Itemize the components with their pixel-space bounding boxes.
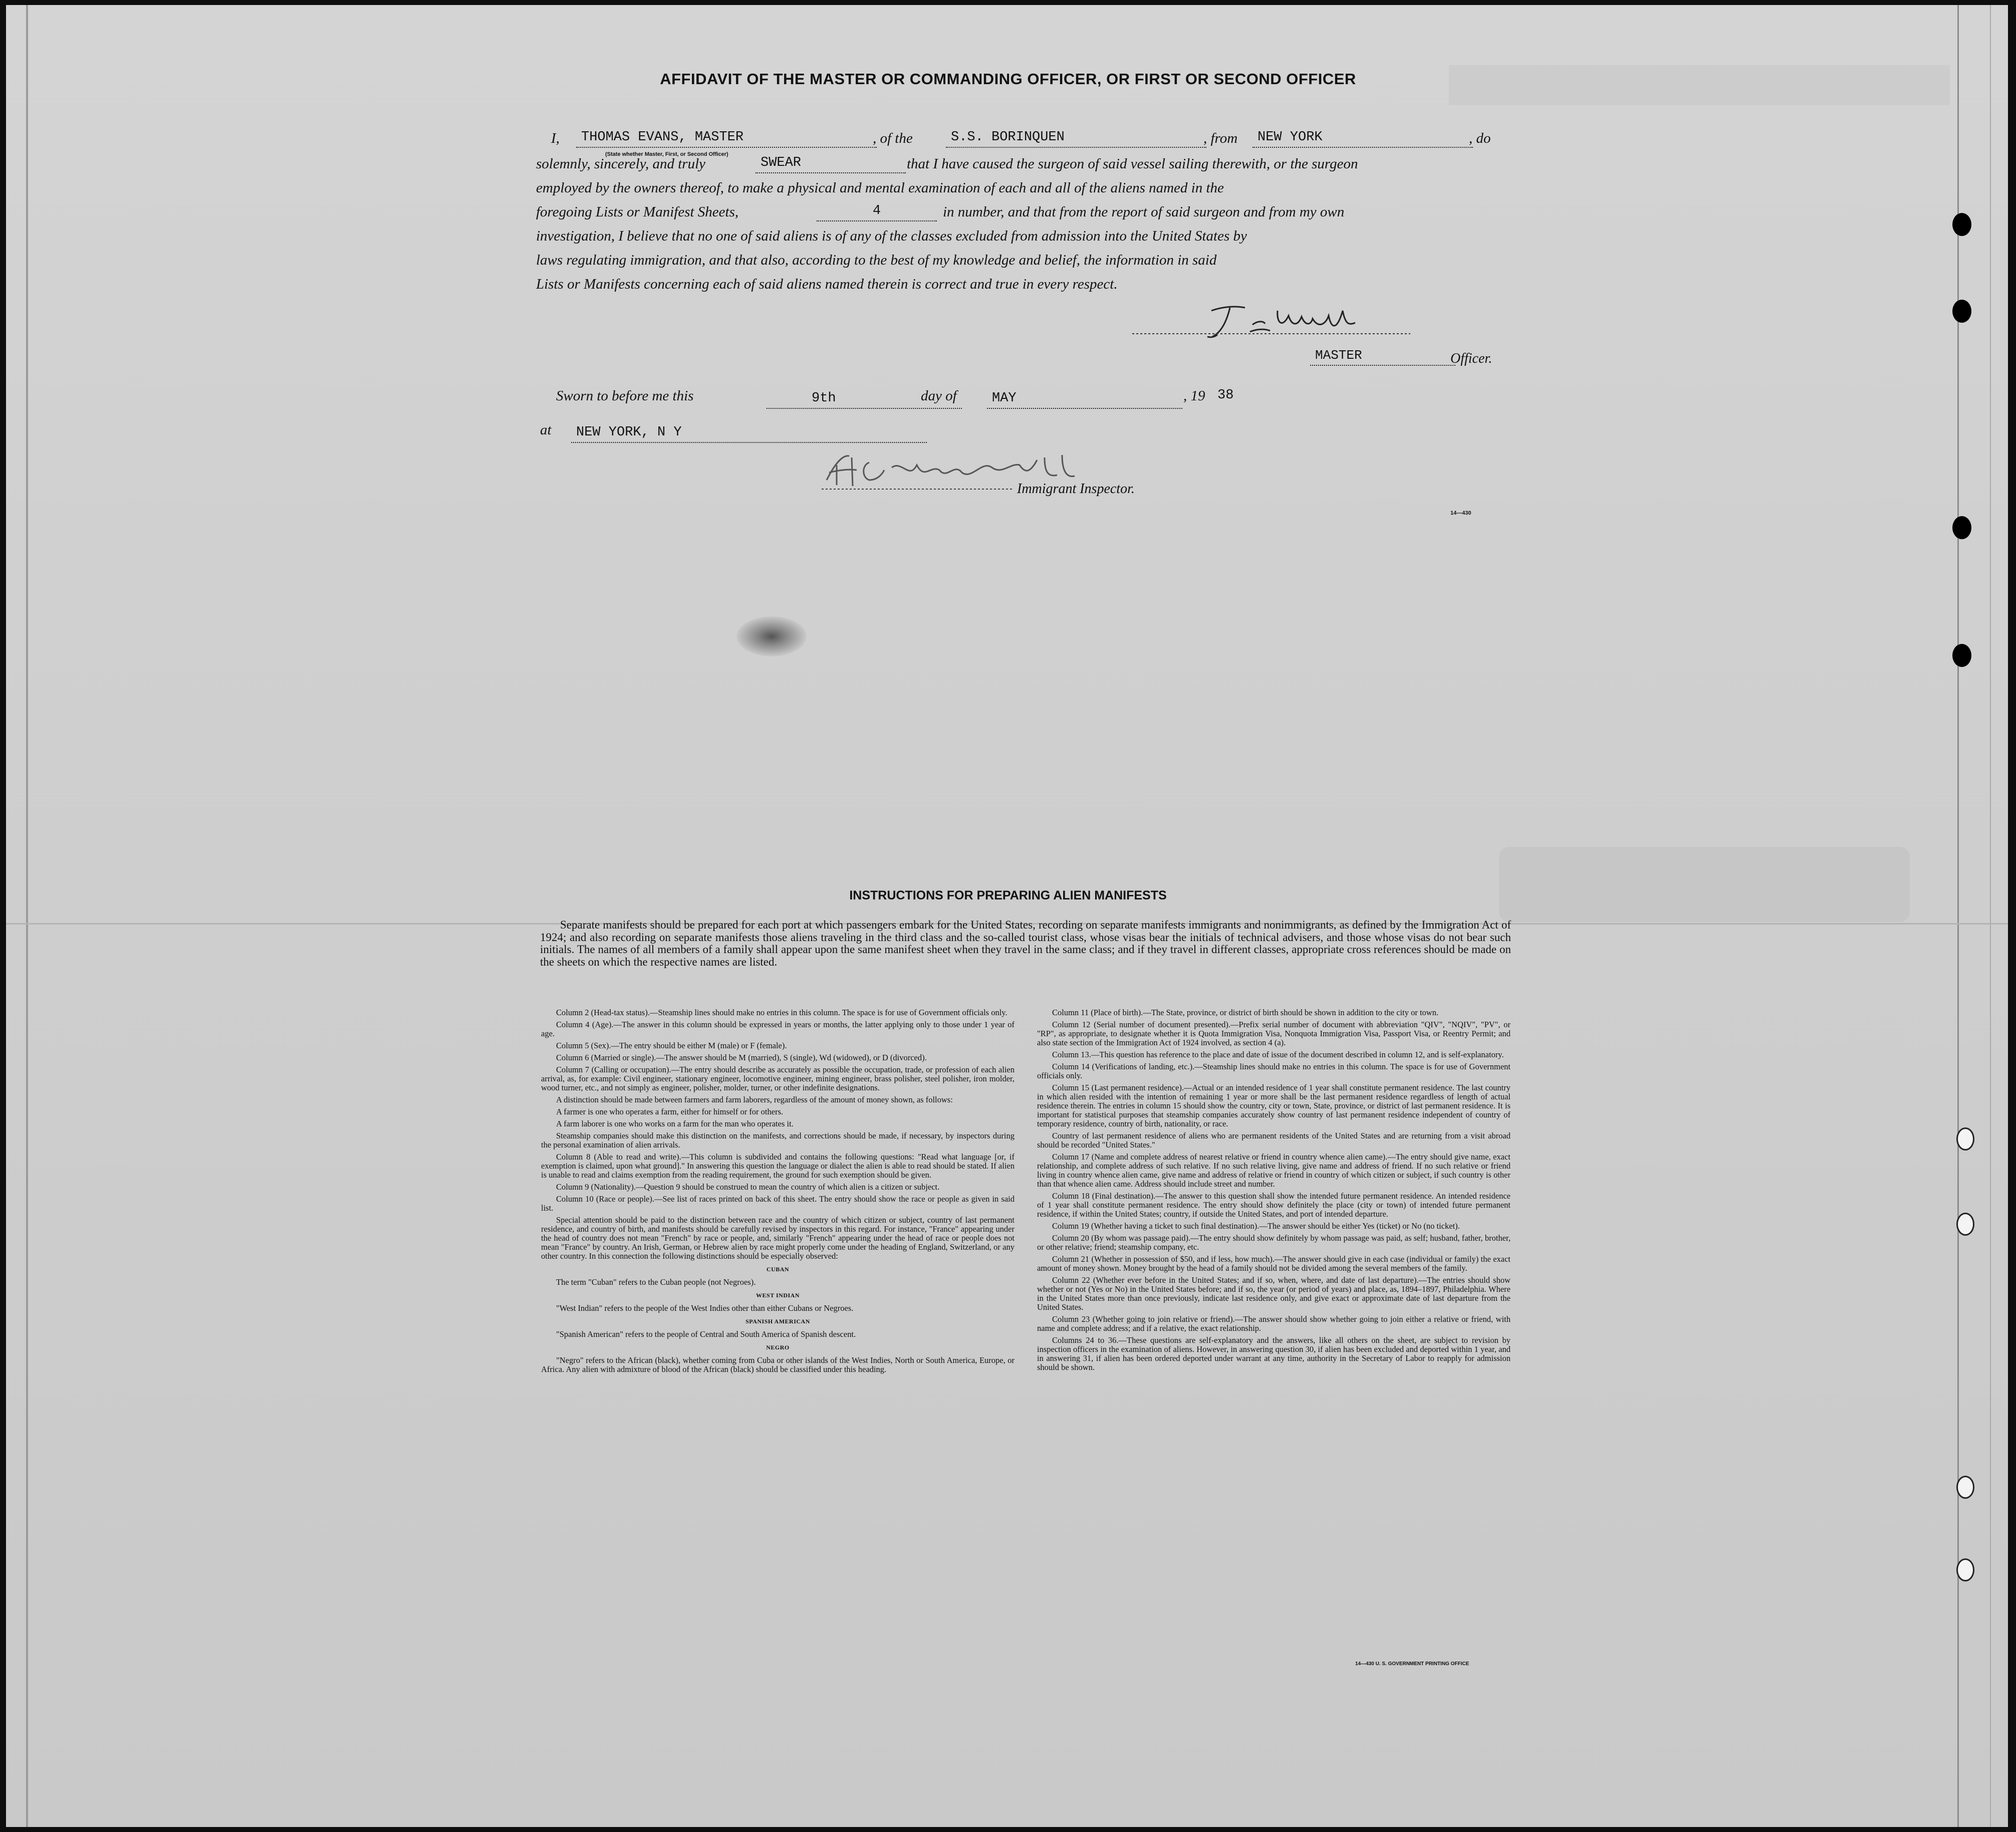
officer-label: Officer. — [1450, 351, 1492, 366]
instruction-col10: Column 10 (Race or people).—See list of races printed on back of this sheet. The entry should show the race or people as given in said list. — [541, 1194, 1015, 1213]
affidavit-line-2 — [536, 152, 1493, 175]
affidavit-line-7: Lists or Manifests concerning each of said aliens named therein is correct and true in every respect. — [536, 276, 1118, 292]
sworn-month-field: MAY — [987, 390, 1182, 409]
officer-name-field: THOMAS EVANS, MASTER — [576, 129, 877, 148]
instruction-col15: Column 15 (Last permanent residence).—Actual or an intended residence of 1 year shall constitute permanent residence. The last country in which alien resided with the intention of remaining 1 year or more shall be the last permanent residence regardless of length of actual residence therein. The entries in column 15 should show the country, city or town, State, province, or district of last permanent residence. It is important for statistical purposes that steamship companies accurately show country of last permanent residence independent of country of temporary residence, country of birth, nationality, or race. — [1037, 1083, 1510, 1128]
instruction-spanish-american: "Spanish American" refers to the people of Central and South America of Spanish descent. — [556, 1329, 856, 1339]
punch-hole — [1956, 1127, 1974, 1151]
line4-suffix: in number, and that from the report of said surgeon and from my own — [943, 204, 1345, 220]
instruction-laborer: A farm laborer is one who works on a farm for the man who operates it. — [556, 1119, 794, 1128]
inspector-label: Immigrant Inspector. — [1017, 481, 1135, 497]
instruction-negro: "Negro" refers to the African (black), whether coming from Cuba or other islands of the West Indies, North or South America, Europe, or Africa. Any alien with admixture of blood of the African (black) should be classified under this heading. — [541, 1355, 1015, 1374]
instruction-west-indian: "West Indian" refers to the people of the West Indies other than either Cubans or Negroes. — [556, 1303, 854, 1313]
margin-line-edge — [1990, 5, 1991, 1827]
affidavit-line-3: employed by the owners thereof, to make a physical and mental examination of each and all of the aliens named in the — [536, 180, 1224, 196]
punch-hole — [1956, 1558, 1974, 1581]
officer-rank-note: (State whether Master, First, or Second Officer) — [605, 151, 728, 157]
affidavit-prefix: I, — [551, 130, 560, 146]
instruction-col12: Column 12 (Serial number of document presented).—Prefix serial number of document with abbreviation "QIV", "NQIV", "PV", or "RP", as appropriate, to designate whether it is Quota Immigration Visa, Nonquota Immigration Visa, Passport Visa, or Reentry Permit; and also state section of the Immigration Act of 1924 involved, as section 4 (a). — [1037, 1020, 1510, 1047]
printing-office-code: 14—430 U. S. GOVERNMENT PRINTING OFFICE — [1355, 1661, 1469, 1667]
instruction-col13: Column 13.—This question has reference to the place and date of issue of the document described in column 12, and is self-explanatory. — [1052, 1050, 1504, 1059]
instruction-col5: Column 5 (Sex).—The entry should be either M (male) or F (female). — [556, 1041, 787, 1050]
oath-field: SWEAR — [755, 154, 906, 173]
instructions-right-column — [1037, 1008, 1510, 1675]
instruction-col20: Column 20 (By whom was passage paid).—The entry should show definitely by whom passage was paid, as self; husband, father, brother, or other relative; friend; steamship company, etc. — [1037, 1233, 1510, 1252]
instruction-col11: Column 11 (Place of birth).—The State, province, or district of birth should be shown in addition to the city or town. — [1052, 1008, 1439, 1017]
day-of-label: day of — [921, 388, 957, 404]
instruction-col18: Column 18 (Final destination).—The answer to this question shall show the intended future permanent residence. An intended residence of 1 year shall constitute permanent residence. The entry should show definitely the place (city or town) of intended future permanent residence, if within the United States; country, if outside the United States, and port of intended departure. — [1037, 1191, 1510, 1219]
affidavit-line-6: laws regulating immigration, and that also, according to the best of my knowledge and belief, the information in said — [536, 252, 1217, 268]
of-the-label: , of the — [873, 130, 913, 146]
punch-hole — [1952, 213, 1971, 236]
instruction-col21: Column 21 (Whether in possession of $50, and if less, how much).—The answer should give in each case (individual or family) the exact amount of money shown. Money brought by the head of a family should not be divided among the several members of the family. — [1037, 1254, 1510, 1273]
margin-line-left — [26, 5, 28, 1827]
sheet-count-field: 4 — [817, 202, 937, 221]
do-label: , do — [1469, 130, 1491, 146]
instruction-col24-36: Columns 24 to 36.—These questions are self-explanatory and the answers, like all others on the sheet, are subject to revision by inspection officers in the examination of aliens. However, in answering question 30, if alien has been excluded and deported within 1 year, and in answering 31, if alien has been ordered deported under warrant at any time, authority in the Secretary of Labor to reapply for admission should be shown. — [1037, 1335, 1510, 1372]
instruction-col23: Column 23 (Whether going to join relative or friend).—The answer should show whether going to join either a relative or friend, with name and complete address; and if a relative, the exact relationship. — [1037, 1314, 1510, 1333]
sworn-place-field: NEW YORK, N Y — [571, 424, 927, 443]
line2-suffix: that I have caused the surgeon of said vessel sailing therewith, or the surgeon — [907, 156, 1358, 172]
year-suffix: 38 — [1217, 388, 1234, 403]
instruction-col15b: Country of last permanent residence of aliens who are permanent residents of the United States and are returning from a visit abroad should be recorded "United States." — [1037, 1131, 1510, 1150]
instruction-col14: Column 14 (Verifications of landing, etc.).—Steamship lines should make no entries in this column. The space is for use of Government officials only. — [1037, 1062, 1510, 1080]
instruction-col7: Column 7 (Calling or occupation).—The entry should describe as accurately as possible the occupation, trade, or profession of each alien arrival, as, for example: Civil engineer, stationary engineer, locomotive engineer, mining engineer, brass polisher, steel polisher, iron molder, wood turner, etc., and not simply as engineer, polisher, molder, turner, or other indefinite designations. — [541, 1065, 1015, 1092]
affidavit-line-4 — [536, 200, 1493, 223]
instruction-col6: Column 6 (Married or single).—The answer should be M (married), S (single), Wd (widowed), or D (divorced). — [556, 1053, 927, 1062]
instruction-steamship: Steamship companies should make this distinction on the manifests, and corrections should be made, if necessary, by inspectors during the personal examination of alien arrivals. — [541, 1131, 1015, 1150]
margin-line-right — [1957, 5, 1959, 1827]
instruction-col2: Column 2 (Head-tax status).—Steamship lines should make no entries in this column. The space is for use of Government officials only. — [556, 1008, 1007, 1017]
instructions-left-column — [541, 1008, 1015, 1675]
line2-prefix: solemnly, sincerely, and truly — [536, 156, 706, 172]
heading-cuban: CUBAN — [766, 1266, 790, 1273]
year-prefix: , 19 — [1183, 388, 1205, 404]
port-field: NEW YORK — [1252, 129, 1473, 148]
instruction-col4: Column 4 (Age).—The answer in this column should be expressed in years or months, the latter applying only to those under 1 year of age. — [541, 1020, 1015, 1038]
vessel-field: S.S. BORINQUEN — [946, 129, 1206, 148]
heading-west-indian: WEST INDIAN — [756, 1292, 800, 1299]
instructions-intro: Separate manifests should be prepared for each port at which passengers embark for the United States, recording on separate manifests immigrants and nonimmigrants, as defined by the Immigration Act of 1924; and also recording on separate manifests those aliens traveling in the third class and the so-called tourist class, whose visas bear the initials of technical advisers, and those whose visas do not bear such initials. The names of all members of a family shall appear upon the same manifest sheet when they travel in the same class; and if they travel in different classes, appropriate cross references should be made on the sheets on which the respective names are listed. — [540, 919, 1511, 968]
instruction-farmer: A farmer is one who operates a farm, either for himself or for others. — [556, 1107, 784, 1116]
punch-hole — [1952, 300, 1971, 323]
punch-hole — [1952, 644, 1971, 667]
instruction-col9: Column 9 (Nationality).—Question 9 should be construed to mean the country of which alien is a citizen or subject. — [556, 1182, 940, 1192]
instruction-farmers: A distinction should be made between farmers and farm laborers, regardless of the amount of money shown, as follows: — [556, 1095, 953, 1104]
instruction-col17: Column 17 (Name and complete address of nearest relative or friend in country whence alien came).—The entry should give name, exact relationship, and complete address of such relative. If no such relative living, give name and address of friend. If no such relative or friend living in country whence alien came, give name and address of relative or friend in country of which citizen or subject, if such country is other than that whence alien came. Address should include street and number. — [1037, 1152, 1510, 1189]
ink-smudge — [736, 616, 807, 656]
punch-hole — [1952, 516, 1971, 539]
from-label: , from — [1203, 130, 1238, 146]
line4-prefix: foregoing Lists or Manifest Sheets, — [536, 204, 739, 220]
form-code: 14—430 — [1450, 510, 1471, 516]
sworn-prefix: Sworn to before me this — [556, 388, 694, 404]
instruction-cuban: The term "Cuban" refers to the Cuban people (not Negroes). — [556, 1277, 756, 1287]
instruction-col19: Column 19 (Whether having a ticket to such final destination).—The answer should be either Yes (ticket) or No (no ticket). — [1052, 1221, 1460, 1231]
instruction-special: Special attention should be paid to the distinction between race and the country of which citizen or subject, country of last permanent residence, and country of birth, and manifests should be carefully revised by inspectors in this regard. For instance, "France" appearing under the head of country does not mean "French" by race or people, and, similarly "French" appearing under the head of race or people does not mean "France" by country. An Irish, German, or Hebrew alien by race might properly come under the heading of England, Switzerland, or any other country. In this connection the following distinctions should be especially observed: — [541, 1215, 1015, 1261]
punch-hole — [1956, 1476, 1974, 1499]
affidavit-title: AFFIDAVIT OF THE MASTER OR COMMANDING OFFICER, OR FIRST OR SECOND OFFICER — [660, 70, 1356, 88]
heading-spanish-american: SPANISH AMERICAN — [745, 1318, 810, 1325]
master-signature — [1132, 296, 1413, 351]
affidavit-line-1 — [536, 127, 1493, 150]
bleed-through-mark — [1499, 847, 1910, 922]
at-label: at — [540, 422, 552, 438]
punch-hole — [1956, 1213, 1974, 1236]
instruction-col8: Column 8 (Able to read and write).—This column is subdivided and contains the following questions: "Read what language [or, if exemption is claimed, upon what ground]." In answering this question the language or dialect the alien is able to read should be stated. If alien is unable to read and claims exemption from the reading requirement, the ground for such exemption should be given. — [541, 1152, 1015, 1180]
heading-negro: NEGRO — [766, 1344, 790, 1351]
instruction-col22: Column 22 (Whether ever before in the United States; and if so, when, where, and date of last departure).—The entries should show whether or not (Yes or No) in the United States before; and if so, the year (or period of years) and place, as, 1894–1897, Philadelphia. Where in the United States more than once previously, indicate last residence only, and give exact or approximate date of last departure from the United States. — [1037, 1275, 1510, 1312]
signature-rank-field: MASTER — [1310, 347, 1455, 366]
sworn-day-field: 9th — [767, 390, 962, 409]
instructions-title: INSTRUCTIONS FOR PREPARING ALIEN MANIFESTS — [849, 888, 1167, 902]
affidavit-line-5: investigation, I believe that no one of said aliens is of any of the classes excluded from admission into the United States by — [536, 228, 1247, 244]
